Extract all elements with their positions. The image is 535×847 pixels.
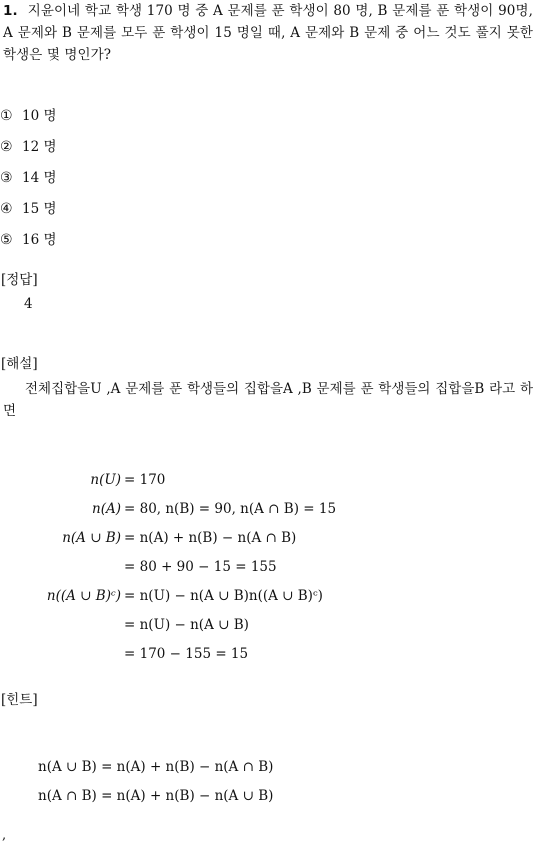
choice-2-text: 12 명 (22, 139, 57, 155)
equation-lhs: n(U) (90, 472, 121, 488)
explanation-heading: [해설] (1, 356, 38, 372)
equation-rhs: = n(U) − n(A ∪ B)n((A ∪ B)ᶜ) (124, 588, 323, 604)
equation-row (0, 640, 535, 668)
trailing-mark: , (2, 828, 7, 843)
hint-equation: n(A ∪ B) = n(A) + n(B) − n(A ∩ B) (38, 759, 274, 775)
choice-3[interactable] (0, 163, 57, 194)
explanation-text: 전체집합을U ,A 문제를 푼 학생들의 집합을A ,B 문제를 푼 학생들의 집합을B 라고 하면 (3, 381, 533, 419)
equation-rhs: = 170 − 155 = 15 (124, 646, 249, 662)
choice-5-mark: ⑤ (0, 232, 13, 248)
question (3, 0, 533, 66)
hint-equation: n(A ∩ B) = n(A) + n(B) − n(A ∪ B) (38, 788, 274, 804)
hint-heading: [힌트] (1, 692, 38, 708)
choice-4-text: 15 명 (22, 201, 57, 217)
question-number: 1. (3, 3, 18, 19)
equation-row (0, 611, 535, 639)
choice-4[interactable] (0, 194, 57, 225)
equation-row (0, 466, 535, 494)
answer-heading: [정답] (1, 272, 38, 288)
choice-5[interactable] (0, 225, 57, 256)
choice-5-text: 16 명 (22, 232, 57, 248)
equation-lhs: n((A ∪ B)ᶜ) (46, 588, 121, 604)
choice-1-text: 10 명 (22, 108, 57, 124)
equation-rhs: = 80, n(B) = 90, n(A ∩ B) = 15 (124, 501, 337, 517)
equation-row (0, 524, 535, 552)
question-text: 지윤이네 학교 학생 170 명 중 A 문제를 푼 학생이 80 명, B 문제를 푼 학생이 90명, A 문제와 B 문제를 모두 푼 학생이 15 명일 때, A 문제와 B 문제 중 어느 것도 풀지 못한 학생은 몇 명인가? (3, 3, 533, 63)
choice-2-mark: ② (0, 139, 13, 155)
choice-2[interactable] (0, 132, 57, 163)
choice-3-text: 14 명 (22, 170, 57, 186)
equation-row (0, 495, 535, 523)
answer-choices (0, 101, 57, 256)
choice-1[interactable] (0, 101, 57, 132)
equation-rhs: = 80 + 90 − 15 = 155 (124, 559, 277, 575)
choice-3-mark: ③ (0, 170, 13, 186)
equation-lhs: n(A ∪ B) (62, 530, 121, 546)
choice-4-mark: ④ (0, 201, 13, 217)
choice-1-mark: ① (0, 108, 13, 124)
equation-rhs: = n(U) − n(A ∪ B) (124, 617, 249, 633)
equation-row (0, 553, 535, 581)
equation-lhs: n(A) (92, 501, 121, 517)
equation-row (0, 582, 535, 610)
equation-rhs: = n(A) + n(B) − n(A ∩ B) (124, 530, 297, 546)
answer-value: 4 (24, 296, 33, 312)
equation-rhs: = 170 (124, 472, 166, 488)
